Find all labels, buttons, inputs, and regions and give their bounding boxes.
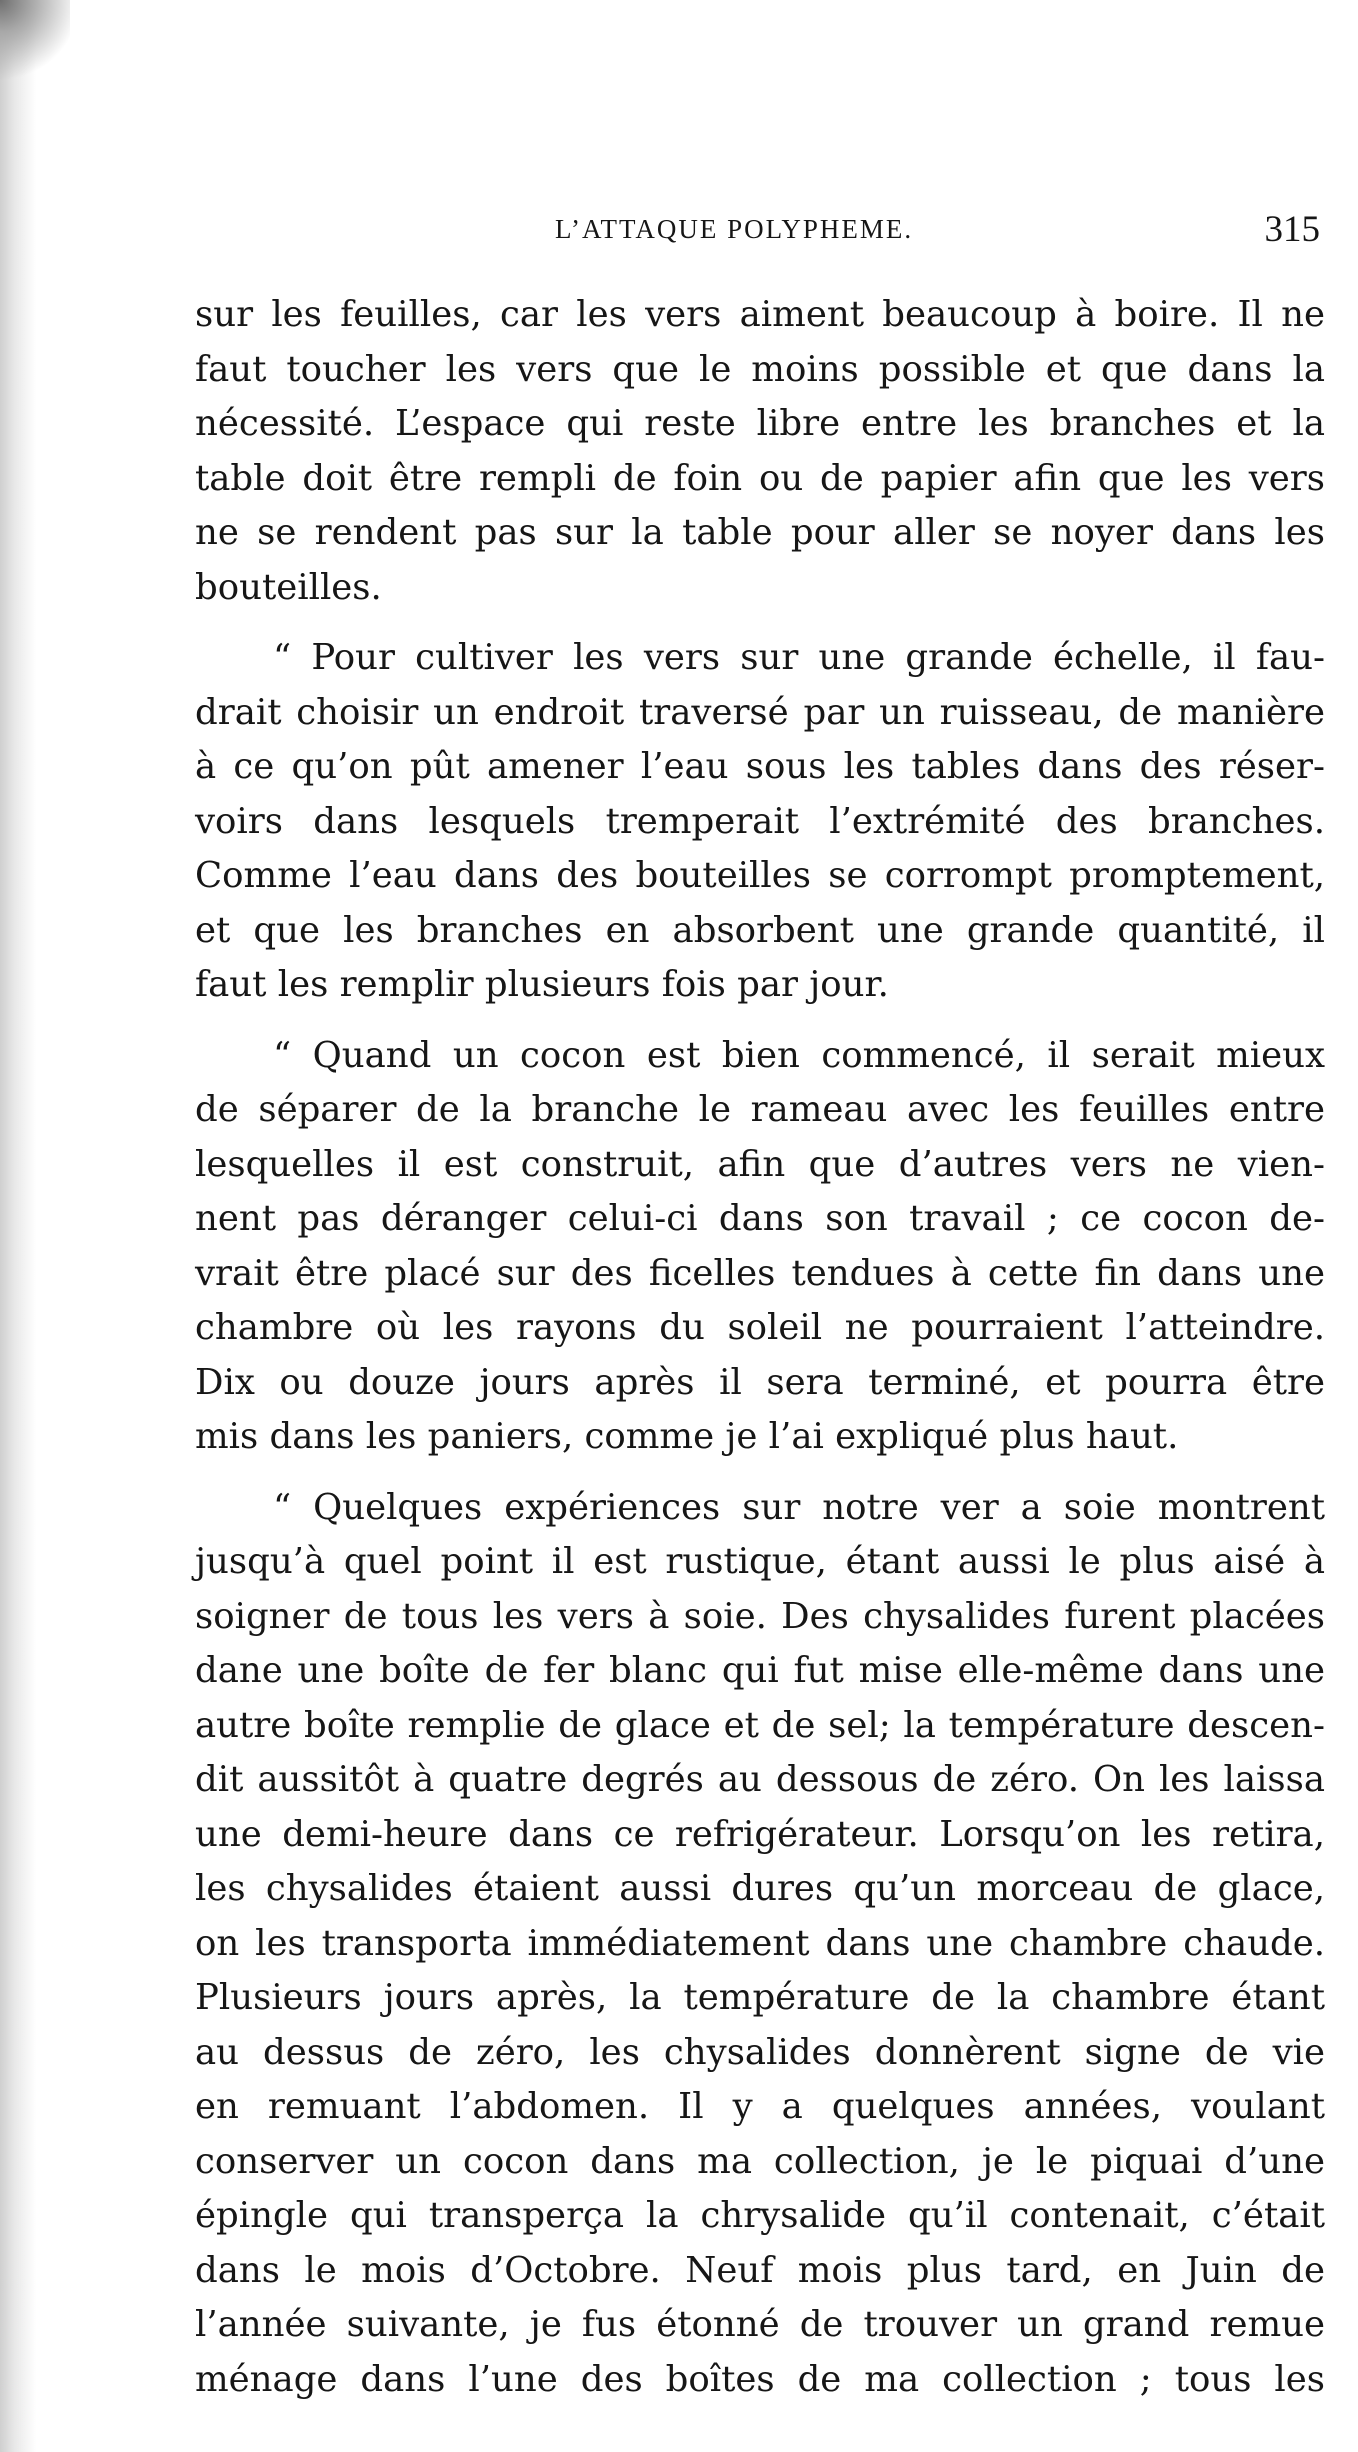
text-line: table doit être rempli de foin ou de papier afin que les vers <box>195 457 1325 499</box>
text-line: conserver un cocon dans ma collection, je le piquai d’une <box>195 2140 1325 2182</box>
text-line: bouteilles. <box>195 566 382 608</box>
text-line: mis dans les paniers, comme je l’ai expliqué plus haut. <box>195 1416 1179 1457</box>
text-line: Comme l’eau dans des bouteilles se corrompt promptement, <box>195 855 1325 896</box>
text-line: jusqu’à quel point il est rustique, étant aussi le plus aisé à <box>195 1541 1325 1582</box>
text-line: nécessité. L’espace qui reste libre entre les branches et la <box>195 403 1325 444</box>
text-line: l’année suivante, je fus étonné de trouver un grand remue <box>195 2304 1325 2345</box>
text-line: et que les branches en absorbent une grande quantité, il <box>195 909 1325 951</box>
paragraph-3 <box>195 1029 1325 1465</box>
text-line: en remuant l’abdomen. Il y a quelques années, voulant <box>195 2086 1325 2127</box>
text-line: une demi-heure dans ce refrigérateur. Lorsqu’on les retira, <box>195 1813 1325 1855</box>
paragraph-4 <box>195 1481 1325 2408</box>
paragraph-1 <box>195 288 1325 615</box>
text-line: “ Pour cultiver les vers sur une grande échelle, il fau- <box>273 637 1325 678</box>
text-line: on les transporta immédiatement dans une chambre chaude. <box>195 1922 1325 1964</box>
text-line: “ Quelques expériences sur notre ver a soie montrent <box>273 1486 1325 1528</box>
text-line: nent pas déranger celui-ci dans son travail ; ce cocon de- <box>195 1198 1325 1239</box>
page-edge-shadow <box>0 0 36 2452</box>
text-line: faut toucher les vers que le moins possible et que dans la <box>195 348 1325 390</box>
corner-shadow <box>0 0 70 80</box>
text-line: chambre où les rayons du soleil ne pourraient l’atteindre. <box>195 1307 1325 1348</box>
text-line: dans le mois d’Octobre. Neuf mois plus tard, en Juin de <box>195 2249 1325 2291</box>
body-text <box>195 288 1325 2407</box>
text-line: dane une boîte de fer blanc qui fut mise elle-même dans une <box>195 1650 1325 1691</box>
text-line: à ce qu’on pût amener l’eau sous les tables dans des réser- <box>195 746 1325 787</box>
text-line: faut les remplir plusieurs fois par jour. <box>195 964 889 1005</box>
text-line: soigner de tous les vers à soie. Des chysalides furent placées <box>195 1595 1325 1637</box>
text-line: vrait être placé sur des ficelles tendues à cette fin dans une <box>195 1252 1325 1294</box>
text-line: ne se rendent pas sur la table pour aller se noyer dans les <box>195 512 1325 553</box>
text-line: de séparer de la branche le rameau avec les feuilles entre <box>195 1089 1325 1130</box>
text-line: lesquelles il est construit, afin que d’autres vers ne vien- <box>195 1143 1325 1185</box>
text-line: voirs dans lesquels tremperait l’extrémité des branches. <box>195 800 1325 842</box>
text-line: Dix ou douze jours après il sera terminé, et pourra être <box>195 1361 1325 1403</box>
text-line: épingle qui transperça la chrysalide qu’il contenait, c’était <box>195 2195 1325 2236</box>
text-line: les chysalides étaient aussi dures qu’un morceau de glace, <box>195 1868 1325 1909</box>
text-line: dit aussitôt à quatre degrés au dessous de zéro. On les laissa <box>195 1759 1325 1800</box>
page-number: 315 <box>1264 209 1320 250</box>
text-line: “ Quand un cocon est bien commencé, il serait mieux <box>273 1034 1325 1076</box>
text-line: autre boîte remplie de glace et de sel; la température descen- <box>195 1704 1325 1746</box>
text-line: au dessus de zéro, les chysalides donnèrent signe de vie <box>195 2031 1325 2073</box>
running-head: L’ATTAQUE POLYPHEME. <box>555 214 914 244</box>
text-line: ménage dans l’une des boîtes de ma collection ; tous les <box>195 2358 1325 2400</box>
text-line: drait choisir un endroit traversé par un ruisseau, de manière <box>195 691 1325 733</box>
text-line: Plusieurs jours après, la température de la chambre étant <box>195 1977 1325 2018</box>
paragraph-2 <box>195 631 1325 1013</box>
text-line: sur les feuilles, car les vers aiment beaucoup à boire. Il ne <box>195 294 1325 335</box>
